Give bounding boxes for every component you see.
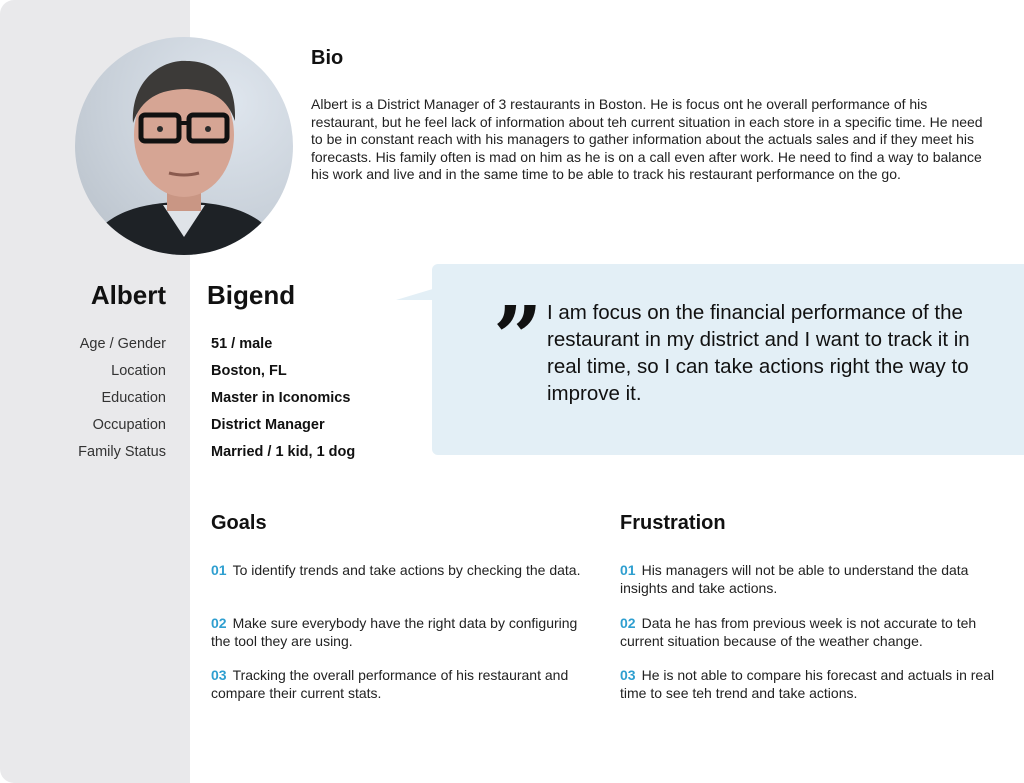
attribute-value-location: Boston, FL xyxy=(211,363,287,379)
frustration-item xyxy=(620,615,995,650)
frustration-text: His managers will not be able to understand the data insights and take actions. xyxy=(620,562,969,596)
frustration-text: Data he has from previous week is not accurate to teh current situation because of the weather change. xyxy=(620,615,977,649)
attribute-label-occupation: Occupation xyxy=(92,417,166,433)
attribute-value-occupation: District Manager xyxy=(211,417,325,433)
attribute-label-location: Location xyxy=(111,363,166,379)
goal-text: To identify trends and take actions by checking the data. xyxy=(232,562,581,578)
attribute-label-education: Education xyxy=(101,390,166,406)
quote-pointer xyxy=(396,288,436,300)
avatar xyxy=(75,37,293,255)
goal-number: 02 xyxy=(211,615,227,631)
goal-number: 01 xyxy=(211,562,227,578)
attribute-label-age-gender: Age / Gender xyxy=(79,336,166,352)
goal-item xyxy=(211,562,591,580)
goal-item xyxy=(211,667,591,702)
goal-text: Tracking the overall performance of his restaurant and compare their current stats. xyxy=(211,667,569,701)
frustration-text: He is not able to compare his forecast and actuals in real time to see teh trend and take actions. xyxy=(620,667,995,701)
attribute-value-family-status: Married / 1 kid, 1 dog xyxy=(211,444,356,460)
goals-title: Goals xyxy=(211,512,267,534)
bio-title: Bio xyxy=(311,47,344,69)
attribute-value-education: Master in Iconomics xyxy=(211,390,351,406)
bio-text: Albert is a District Manager of 3 restaurants in Boston. He is focus ont he overall performance of his restaurant, but he feel lack of information about teh current situation in each store in a specific time. He need to be in constant reach with his managers to gather information about the actuals sales and if they meet his forecasts. His family often is mad on him as he is on a call even after work. He need to find a way to balance his work and live and in the same time to be able to track his restaurant performance on the go. xyxy=(311,96,983,182)
attribute-value-age-gender: 51 / male xyxy=(211,336,273,352)
goal-item xyxy=(211,615,591,650)
frustration-number: 01 xyxy=(620,562,636,578)
frustration-number: 03 xyxy=(620,667,636,683)
quote-text: I am focus on the financial performance of the restaurant in my district and I want to track it in real time, so I can take actions right the way to improve it. xyxy=(547,301,970,405)
frustration-number: 02 xyxy=(620,615,636,631)
frustration-title: Frustration xyxy=(620,512,726,534)
persona-first-name: Albert xyxy=(90,280,166,310)
frustration-item xyxy=(620,667,995,702)
frustration-item xyxy=(620,562,995,597)
attribute-label-family-status: Family Status xyxy=(78,444,166,460)
goal-text: Make sure everybody have the right data by configuring the tool they are using. xyxy=(211,615,578,649)
persona-last-name: Bigend xyxy=(207,280,296,310)
goal-number: 03 xyxy=(211,667,227,683)
quote-icon: ” xyxy=(493,288,543,389)
